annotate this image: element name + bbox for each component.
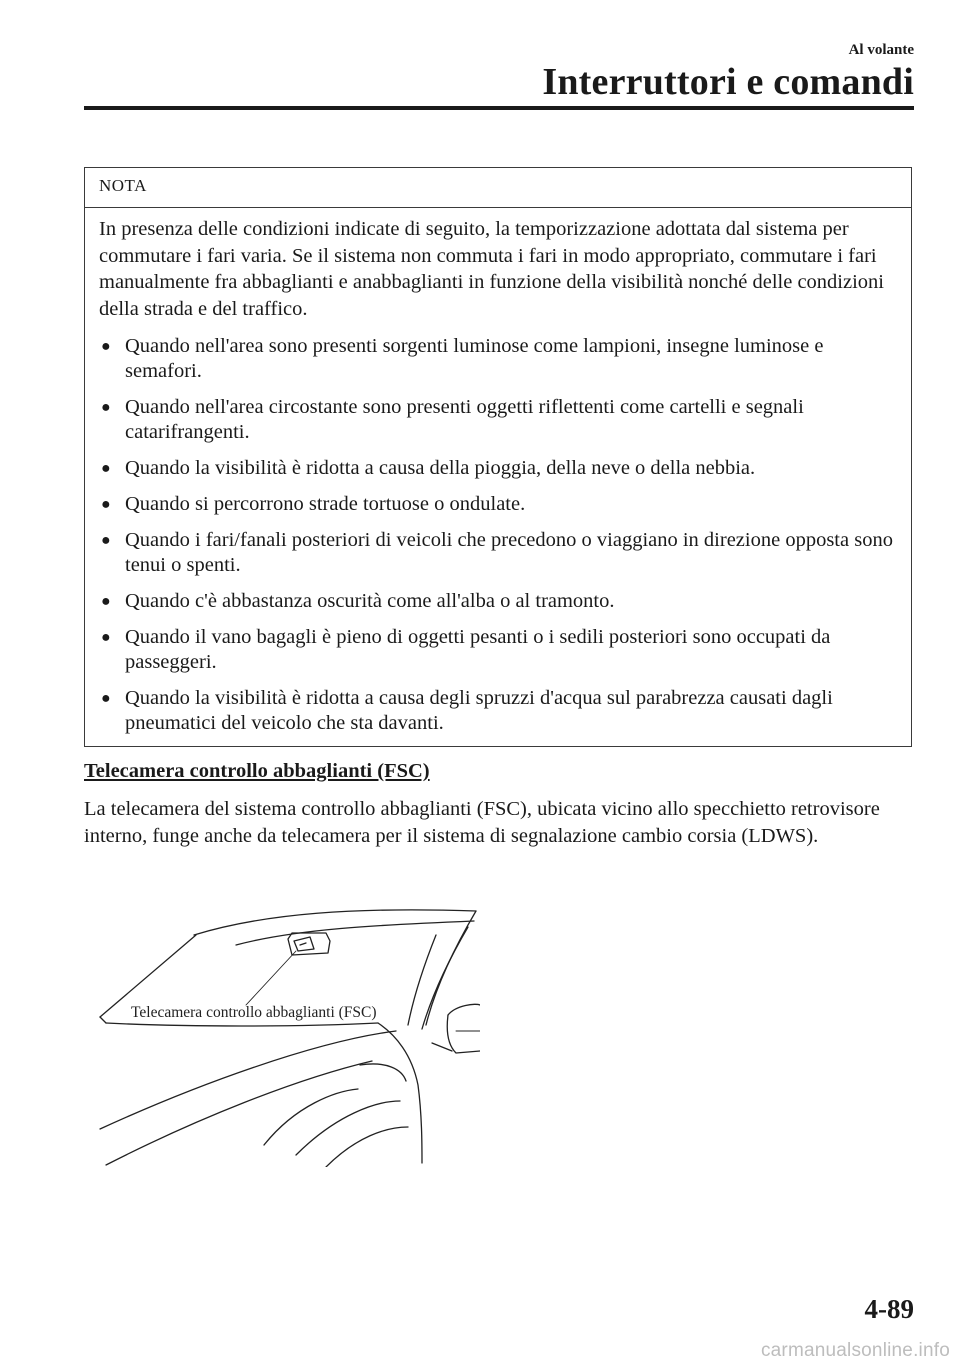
bullet-icon: ● bbox=[101, 399, 111, 416]
roof-inner-line bbox=[236, 921, 474, 945]
wheel-arch-lower bbox=[326, 1127, 408, 1167]
note-item-text: Quando i fari/fanali posteriori di veicoli che precedono o viaggiano in direzione opposta sono tenui o spenti. bbox=[125, 529, 893, 576]
note-title: NOTA bbox=[85, 168, 911, 208]
fender-line bbox=[378, 1023, 422, 1163]
bullet-icon: ● bbox=[101, 496, 111, 513]
note-list-item bbox=[99, 492, 897, 517]
rearview-mirror bbox=[288, 933, 330, 955]
mirror-mount bbox=[432, 1043, 452, 1051]
bullet-icon: ● bbox=[101, 690, 111, 707]
hood-curve bbox=[360, 1064, 406, 1081]
note-list-item bbox=[99, 686, 897, 736]
watermark: carmanualsonline.info bbox=[760, 1340, 950, 1361]
note-list-item bbox=[99, 456, 897, 481]
bullet-icon: ● bbox=[101, 460, 111, 477]
page-title: Interruttori e comandi bbox=[542, 61, 914, 103]
note-item-text: Quando si percorrono strade tortuose o ondulate. bbox=[125, 493, 526, 515]
wheel-arch-upper bbox=[296, 1101, 400, 1155]
note-box bbox=[84, 167, 912, 747]
a-pillar-trim bbox=[408, 935, 436, 1025]
section-paragraph: La telecamera del sistema controllo abbaglianti (FSC), ubicata vicino allo specchietto retrovisore interno, funge anche da telecamera per il sistema di segnalazione cambio corsia (LDWS). bbox=[84, 798, 880, 847]
note-intro: In presenza delle condizioni indicate di seguito, la temporizzazione adottata dal sistema per commutare i fari varia. Se il sistema non commuta i fari in modo appropriato, commutare i fari manualmente fra abbaglianti e anabbaglianti in funzione della visibilità nonché delle condizioni della strada e del traffico. bbox=[99, 218, 884, 320]
a-pillar-outer bbox=[426, 911, 476, 1025]
car-windshield-illustration bbox=[96, 905, 480, 1167]
bullet-icon: ● bbox=[101, 532, 111, 549]
hood-crease-lower bbox=[106, 1061, 372, 1165]
note-list-item bbox=[99, 334, 897, 384]
camera-lens bbox=[300, 943, 306, 945]
bullet-icon: ● bbox=[101, 593, 111, 610]
side-mirror-top bbox=[448, 1004, 480, 1015]
callout-label: Telecamera controllo abbaglianti (FSC) bbox=[131, 1004, 377, 1021]
note-list-item bbox=[99, 589, 897, 614]
section-heading: Telecamera controllo abbaglianti (FSC) bbox=[84, 760, 430, 782]
bullet-icon: ● bbox=[101, 338, 111, 355]
note-list bbox=[99, 334, 897, 736]
callout-leader-line bbox=[246, 951, 296, 1005]
note-item-text: Quando nell'area sono presenti sorgenti luminose come lampioni, insegne luminose e semafori. bbox=[125, 335, 824, 382]
note-list-item bbox=[99, 625, 897, 675]
note-item-text: Quando il vano bagagli è pieno di oggetti pesanti o i sedili posteriori sono occupati da passeggeri. bbox=[125, 626, 831, 673]
note-item-text: Quando la visibilità è ridotta a causa della pioggia, della neve o della nebbia. bbox=[125, 457, 756, 479]
note-list-item bbox=[99, 528, 897, 578]
page-number: 4-89 bbox=[864, 1294, 914, 1324]
note-list-item bbox=[99, 395, 897, 445]
bullet-icon: ● bbox=[101, 629, 111, 646]
note-item-text: Quando c'è abbastanza oscurità come all'alba o al tramonto. bbox=[125, 590, 615, 612]
cowl-line bbox=[106, 1023, 378, 1026]
wheel-arch-inner bbox=[264, 1089, 358, 1145]
side-mirror-body bbox=[447, 1015, 480, 1053]
header-section-label: Al volante bbox=[848, 42, 914, 58]
header-divider bbox=[84, 106, 914, 110]
note-item-text: Quando nell'area circostante sono presenti oggetti riflettenti come cartelli e segnali catarifrangenti. bbox=[125, 396, 804, 443]
windshield-corner bbox=[100, 1017, 106, 1023]
note-item-text: Quando la visibilità è ridotta a causa degli spruzzi d'acqua sul parabrezza causati dagli pneumatici del veicolo che sta davanti. bbox=[125, 687, 833, 734]
note-body bbox=[85, 208, 911, 746]
